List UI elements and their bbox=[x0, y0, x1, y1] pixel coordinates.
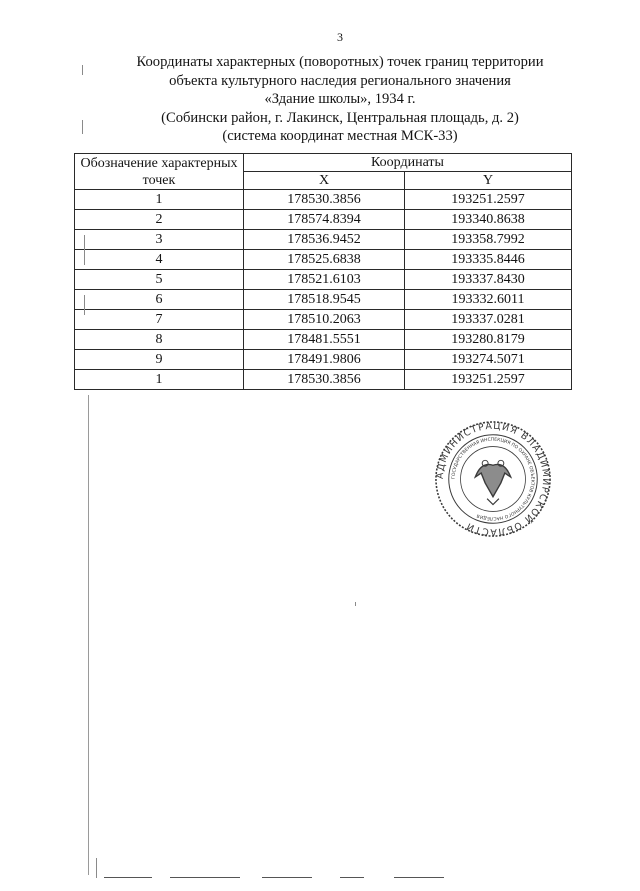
official-seal bbox=[434, 420, 552, 538]
cell-y: 193337.0281 bbox=[405, 310, 572, 330]
cell-y: 193332.6011 bbox=[405, 290, 572, 310]
scan-mark bbox=[355, 602, 356, 606]
cell-x: 178481.5551 bbox=[244, 330, 405, 350]
table-row bbox=[75, 330, 572, 350]
table-row bbox=[75, 370, 572, 390]
title-line-2: объекта культурного наследия регионального значения bbox=[169, 72, 511, 89]
scan-mark bbox=[82, 65, 83, 75]
table-row bbox=[75, 350, 572, 370]
cell-x: 178510.2063 bbox=[244, 310, 405, 330]
scan-mark bbox=[96, 858, 97, 878]
header-x: X bbox=[244, 172, 405, 190]
cell-point: 8 bbox=[75, 330, 244, 350]
title-line-1: Координаты характерных (поворотных) точек границ территории bbox=[136, 54, 544, 70]
cell-x: 178530.3856 bbox=[244, 370, 405, 390]
cell-x: 178521.6103 bbox=[244, 270, 405, 290]
table-row bbox=[75, 250, 572, 270]
cell-x: 178491.9806 bbox=[244, 350, 405, 370]
seal-outer-text: АДМИНИСТРАЦИЯ ВЛАДИМИРСКОЙ ОБЛАСТИ bbox=[434, 420, 552, 538]
cell-point: 6 bbox=[75, 290, 244, 310]
title-line-4: (Собински район, г. Лакинск, Центральная площадь, д. 2) bbox=[161, 109, 519, 126]
cell-y: 193340.8638 bbox=[405, 210, 572, 230]
cell-x: 178525.6838 bbox=[244, 250, 405, 270]
table-row bbox=[75, 290, 572, 310]
cell-x: 178536.9452 bbox=[244, 230, 405, 250]
table-row bbox=[75, 230, 572, 250]
table-row bbox=[75, 270, 572, 290]
scan-mark bbox=[84, 295, 85, 315]
cell-y: 193251.2597 bbox=[405, 190, 572, 210]
scan-margin-line bbox=[88, 395, 89, 875]
cell-point: 1 bbox=[75, 190, 244, 210]
scan-edge-line bbox=[394, 877, 444, 878]
cell-point: 7 bbox=[75, 310, 244, 330]
scan-mark bbox=[84, 235, 85, 265]
cell-y: 193337.8430 bbox=[405, 270, 572, 290]
scan-mark bbox=[82, 120, 83, 134]
table-row bbox=[75, 310, 572, 330]
cell-y: 193280.8179 bbox=[405, 330, 572, 350]
cell-point: 3 bbox=[75, 230, 244, 250]
seal-inner-text: ГОСУДАРСТВЕННАЯ ИНСПЕКЦИЯ ПО ОХРАНЕ ОБЪЕКТОВ КУЛЬТУРНОГО НАСЛЕДИЯ bbox=[451, 437, 535, 521]
cell-y: 193335.8446 bbox=[405, 250, 572, 270]
cell-point: 2 bbox=[75, 210, 244, 230]
cell-point: 9 bbox=[75, 350, 244, 370]
cell-point: 1 bbox=[75, 370, 244, 390]
scan-edge-line bbox=[340, 877, 364, 878]
scan-edge-line bbox=[170, 877, 240, 878]
cell-y: 193251.2597 bbox=[405, 370, 572, 390]
scan-edge-line bbox=[262, 877, 312, 878]
cell-x: 178518.9545 bbox=[244, 290, 405, 310]
title-line-5: (система координат местная МСК-33) bbox=[222, 128, 458, 145]
cell-y: 193274.5071 bbox=[405, 350, 572, 370]
cell-y: 193358.7992 bbox=[405, 230, 572, 250]
page-number: 3 bbox=[337, 30, 343, 44]
table-body bbox=[75, 190, 572, 390]
document-title bbox=[70, 53, 610, 146]
cell-x: 178530.3856 bbox=[244, 190, 405, 210]
header-y: Y bbox=[405, 172, 572, 190]
header-coordinates: Координаты bbox=[244, 154, 572, 172]
cell-point: 4 bbox=[75, 250, 244, 270]
cell-x: 178574.8394 bbox=[244, 210, 405, 230]
title-line-3: «Здание школы», 1934 г. bbox=[264, 91, 416, 108]
header-point-designation: Обозначение характерных точек bbox=[75, 154, 244, 190]
coordinates-table bbox=[74, 153, 572, 390]
scan-edge-line bbox=[104, 877, 152, 878]
table-row bbox=[75, 210, 572, 230]
table-row bbox=[75, 190, 572, 210]
cell-point: 5 bbox=[75, 270, 244, 290]
